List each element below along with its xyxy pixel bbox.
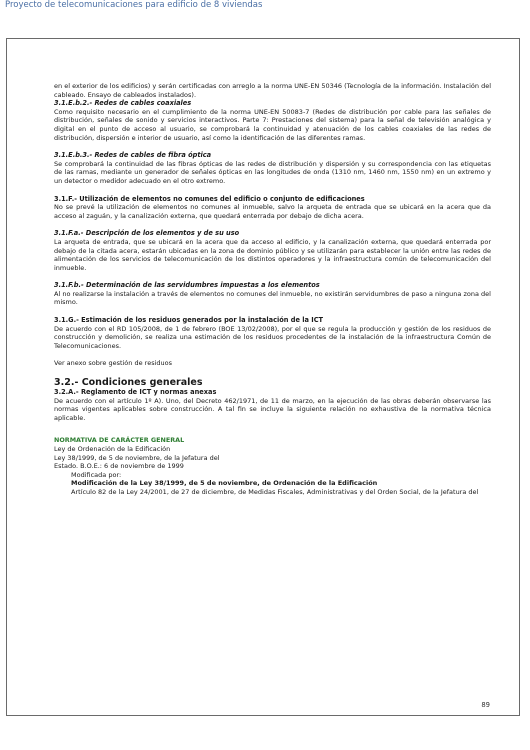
section-paragraph: La arqueta de entrada, que se ubicará en la acera que da acceso al edificio, y la canalización externa, que quedará enterrada por debajo de la citada acera, estarán ubicadas en la zona de dominio público y se utilizarán para establecer la unión entre las redes de alimentación de los servicios de telecomunicación de los distintos operadores y la infraestructura común de telecomunicación del inmueble. xyxy=(54,237,491,272)
section-heading: 3.1.E.b.2.- Redes de cables coaxiales xyxy=(54,99,192,108)
section-heading: 3.1.F.a.- Descripción de los elementos y de su uso xyxy=(54,229,240,238)
section-heading: 3.1.G.- Estimación de los residuos generados por la instalación de la ICT xyxy=(54,316,324,325)
page-number: 89 xyxy=(481,701,490,709)
section-paragraph: No se prevé la utilización de elementos no comunes al inmueble, salvo la arqueta de entrada que se ubicará en la acera que da acceso al zaguán, y la canalización externa, que quedará enterrada por debajo de dicha acera. xyxy=(54,203,491,220)
document-body xyxy=(54,82,491,497)
section-paragraph: Como requisito necesario en el cumplimiento de la norma UNE-EN 50083-7 (Redes de distribución por cable para las señales de distribución, señales de sonido y servicios interactivos. Parte 7: Prestaciones del sistema) para la señal de televisión analógica y digital en el punto de acceso al usuario, se comprobará la continuidad y atenuación de los cables coaxiales de las redes de distribución, dispersión e interior de usuario, así como la identificación de las diferentes ramas. xyxy=(54,107,491,142)
normativa-heading: NORMATIVA DE CARÁCTER GENERAL xyxy=(54,436,185,445)
section-heading: 3.1.F.b.- Determinación de las servidumbres impuestas a los elementos xyxy=(54,281,320,290)
intro-paragraph: en el exterior de los edificios) y serán certificadas con arreglo a la norma UNE-EN 50346 (Tecnología de la información. Instalación del cableado. Ensayo de cableados instalados). xyxy=(54,82,491,99)
section-3-2-heading: 3.2.- Condiciones generales xyxy=(54,377,203,389)
annex-reference: Ver anexo sobre gestión de residuos xyxy=(54,359,172,368)
section-paragraph: Al no realizarse la instalación a través de elementos no comunes del inmueble, no existirán servidumbres de paso a ninguna zona del mismo. xyxy=(54,289,491,307)
section-3-1-g xyxy=(54,316,491,368)
document-header-title: Proyecto de telecomunicaciones para edificio de 8 viviendas xyxy=(5,0,263,10)
section-3-1-f-a xyxy=(54,229,491,272)
section-paragraph: Se comprobará la continuidad de las fibras ópticas de las redes de distribución y dispersión y su correspondencia con las etiquetas de las ramas, mediante un generador de señales ópticas en las longitudes de onda (1310 nm, 1460 nm, 1550 nm) en un extremo y un detector o medidor adecuado en el otro extremo. xyxy=(54,159,491,185)
modificada-label: Modificada por: xyxy=(71,470,122,479)
section-3-1-f xyxy=(54,195,491,221)
section-heading: 3.2.A.- Reglamento de ICT y normas anexas xyxy=(54,388,217,397)
ley-title: Ley de Ordenación de la Edificación xyxy=(54,445,171,453)
section-3-2-a xyxy=(54,388,491,422)
section-3-1-e-b-3 xyxy=(54,151,491,185)
section-heading: 3.1.F.- Utilización de elementos no comunes del edificio o conjunto de edificaciones xyxy=(54,194,365,203)
modificacion-title: Modificación de la Ley 38/1999, de 5 de noviembre, de Ordenación de la Edificación xyxy=(71,479,378,488)
section-paragraph: De acuerdo con el RD 105/2008, de 1 de febrero (BOE 13/02/2008), por el que se regula la producción y gestión de los residuos de construcción y demolición, se realiza una estimación de los residuos procedentes de la instalación de la infraestructura Común de Telecomunicaciones. xyxy=(54,324,491,350)
section-3-1-e-b-2 xyxy=(54,99,491,142)
section-3-1-f-b xyxy=(54,281,491,307)
modificacion-text: Artículo 82 de la Ley 24/2001, de 27 de diciembre, de Medidas Fiscales, Administrativas y del Orden Social, de la Jefatura del xyxy=(71,487,479,496)
section-paragraph: De acuerdo con el artículo 1º A). Uno, del Decreto 462/1971, de 11 de marzo, en la ejecución de las obras deberán observarse las normas vigentes aplicables sobre construcción. A tal fin se incluye la siguiente relación no exhaustiva de la normativa técnica aplicable. xyxy=(54,396,491,422)
ley-line-1: Ley 38/1999, de 5 de noviembre, de la Jefatura del xyxy=(54,453,220,462)
ley-line-2: Estado. B.O.E.: 6 de noviembre de 1999 xyxy=(54,462,184,471)
section-heading: 3.1.E.b.3.- Redes de cables de fibra óptica xyxy=(54,151,212,160)
